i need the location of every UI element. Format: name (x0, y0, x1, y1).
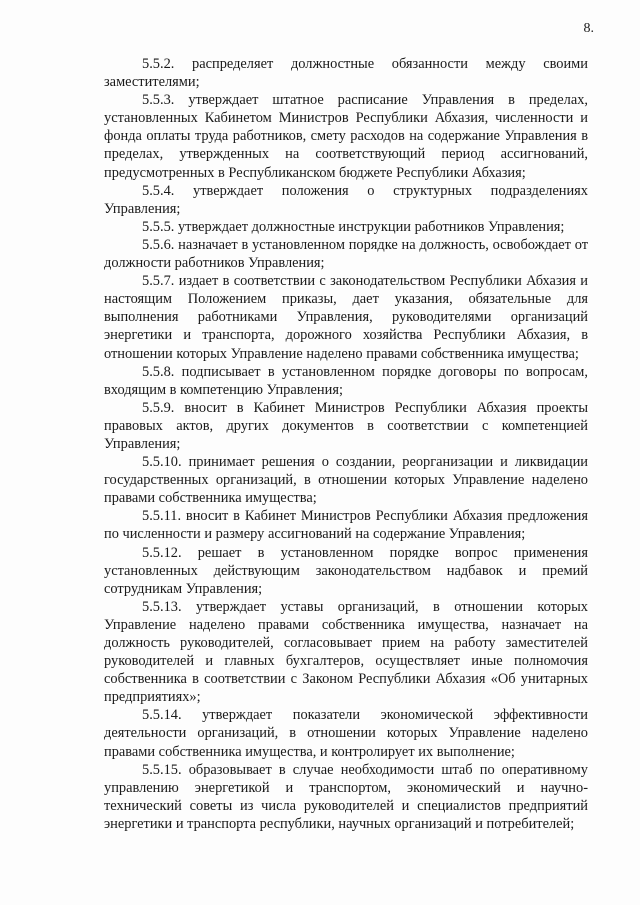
clause-5-5-15: 5.5.15. образовывает в случае необходимости штаб по оперативному управлению энергетикой и транспортом, экономический и научно-технический советы из числа руководителей и специалистов предприятий энергетики и транспорта республики, научных организаций и потребителей; (104, 761, 588, 832)
clause-5-5-10: 5.5.10. принимает решения о создании, реорганизации и ликвидации государственных организаций, в отношении которых Управление наделено правами собственника имущества; (104, 454, 588, 507)
page-number: 8. (583, 21, 594, 36)
clause-5-5-9: 5.5.9. вносит в Кабинет Министров Республики Абхазия проекты правовых актов, других документов в соответствии с компетенцией Управления; (104, 399, 588, 452)
clause-5-5-6: 5.5.6. назначает в установленном порядке на должность, освобождает от должности работников Управления; (104, 236, 588, 272)
clause-5-5-5: 5.5.5. утверждает должностные инструкции работников Управления; (142, 218, 565, 235)
clause-5-5-12: 5.5.12. решает в установленном порядке вопрос применения установленных действующим законодательством надбавок и премий сотрудникам Управления; (104, 544, 588, 597)
clause-5-5-13: 5.5.13. утверждает уставы организаций, в отношении которых Управление наделено правами собственника имущества, назначает на должность руководителей, согласовывает прием на работу заместителей руководителей и главных бухгалтеров, осуществляет иные полномочия собственника в соответствии с Законом Республики Абхазия «Об унитарных предприятиях»; (104, 598, 588, 706)
clause-5-5-7: 5.5.7. издает в соответствии с законодательством Республики Абхазия и настоящим Положением приказы, дает указания, обязательные для выполнения работниками Управления, руководителями организаций энергетики и транспорта, дорожного хозяйства Республики Абхазия, в отношении которых Управление наделено правами собственника имущества; (104, 273, 588, 362)
clause-5-5-11: 5.5.11. вносит в Кабинет Министров Республики Абхазия предложения по численности и размеру ассигнований на содержание Управления; (104, 508, 588, 543)
clause-5-5-4: 5.5.4. утверждает положения о структурных подразделениях Управления; (104, 182, 588, 217)
document-body (104, 55, 588, 833)
clause-5-5-8: 5.5.8. подписывает в установленном порядке договоры по вопросам, входящим в компетенцию Управления; (104, 363, 588, 398)
clause-5-5-2: 5.5.2. распределяет должностные обязанности между своими заместителями; (104, 56, 588, 91)
clause-5-5-3: 5.5.3. утверждает штатное расписание Управления в пределах, установленных Кабинетом Министров Республики Абхазия, численности и фонда оплаты труда работников, смету расходов на содержание Управления в пределах, утвержденных на соответствующий период ассигнований, предусмотренных в Республиканском бюджете Республики Абхазия; (104, 92, 588, 181)
clause-5-5-14: 5.5.14. утверждает показатели экономической эффективности деятельности организаций, в отношении которых Управление наделено правами собственника имущества, и контролирует их выполнение; (104, 707, 588, 760)
